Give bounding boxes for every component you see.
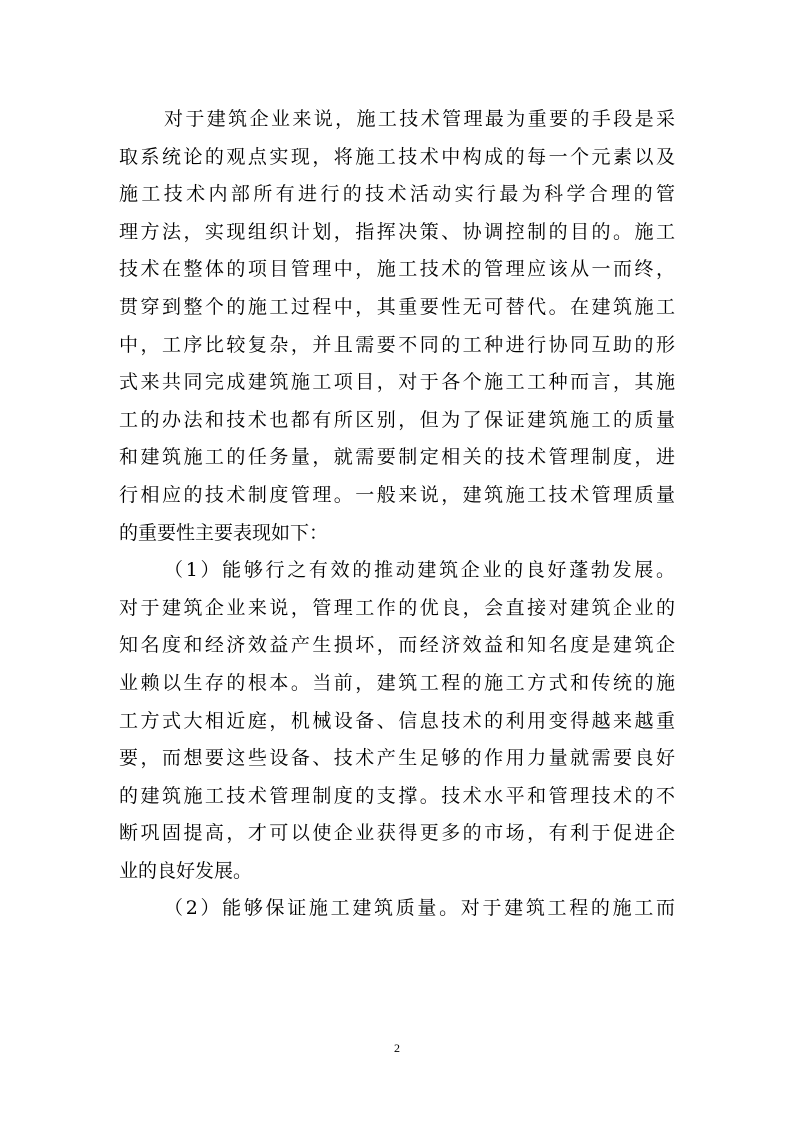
text-line: 和建筑施工的任务量，就需要制定相关的技术管理制度，进 xyxy=(119,446,675,469)
text-line: 对于建筑企业来说，施工技术管理最为重要的手段是采 xyxy=(164,108,675,130)
text-line: 理方法，实现组织计划，指挥决策、协调控制的目的。施工 xyxy=(119,220,675,243)
text-line: 知名度和经济效益产生损坏，而经济效益和知名度是建筑企 xyxy=(119,634,675,657)
text-line: 取系统论的观点实现，将施工技术中构成的每一个元素以及 xyxy=(119,145,675,168)
text-line: 工方式大相近庭，机械设备、信息技术的利用变得越来越重 xyxy=(119,709,675,732)
text-line: 技术在整体的项目管理中，施工技术的管理应该从一而终， xyxy=(119,258,675,281)
text-line: 施工技术内部所有进行的技术活动实行最为科学合理的管 xyxy=(119,183,675,206)
text-line: （1）能够行之有效的推动建筑企业的良好蓬勃发展。 xyxy=(164,559,675,582)
text-line: 行相应的技术制度管理。一般来说，建筑施工技术管理质量 xyxy=(119,483,675,506)
text-line: 对于建筑企业来说，管理工作的优良，会直接对建筑企业的 xyxy=(119,596,675,619)
page-number: 2 xyxy=(394,1041,400,1055)
text-line: 贯穿到整个的施工过程中，其重要性无可替代。在建筑施工 xyxy=(119,295,675,318)
text-line: 断巩固提高，才可以使企业获得更多的市场，有利于促进企 xyxy=(119,822,675,845)
text-line: 业赖以生存的根本。当前，建筑工程的施工方式和传统的施 xyxy=(119,671,675,694)
body-text xyxy=(119,101,675,928)
text-line: 中，工序比较复杂，并且需要不同的工种进行协同互助的形 xyxy=(119,333,675,356)
text-line: 式来共同完成建筑施工项目，对于各个施工工种而言，其施 xyxy=(119,371,675,394)
text-line: 工的办法和技术也都有所区别，但为了保证建筑施工的质量 xyxy=(119,408,675,431)
text-line: （2）能够保证施工建筑质量。对于建筑工程的施工而 xyxy=(164,897,675,920)
text-line: 的建筑施工技术管理制度的支撑。技术水平和管理技术的不 xyxy=(119,784,675,807)
text-line: 的重要性主要表现如下： xyxy=(119,521,329,544)
text-line: 要，而想要这些设备、技术产生足够的作用力量就需要良好 xyxy=(119,747,675,770)
text-line: 业的良好发展。 xyxy=(119,859,253,882)
